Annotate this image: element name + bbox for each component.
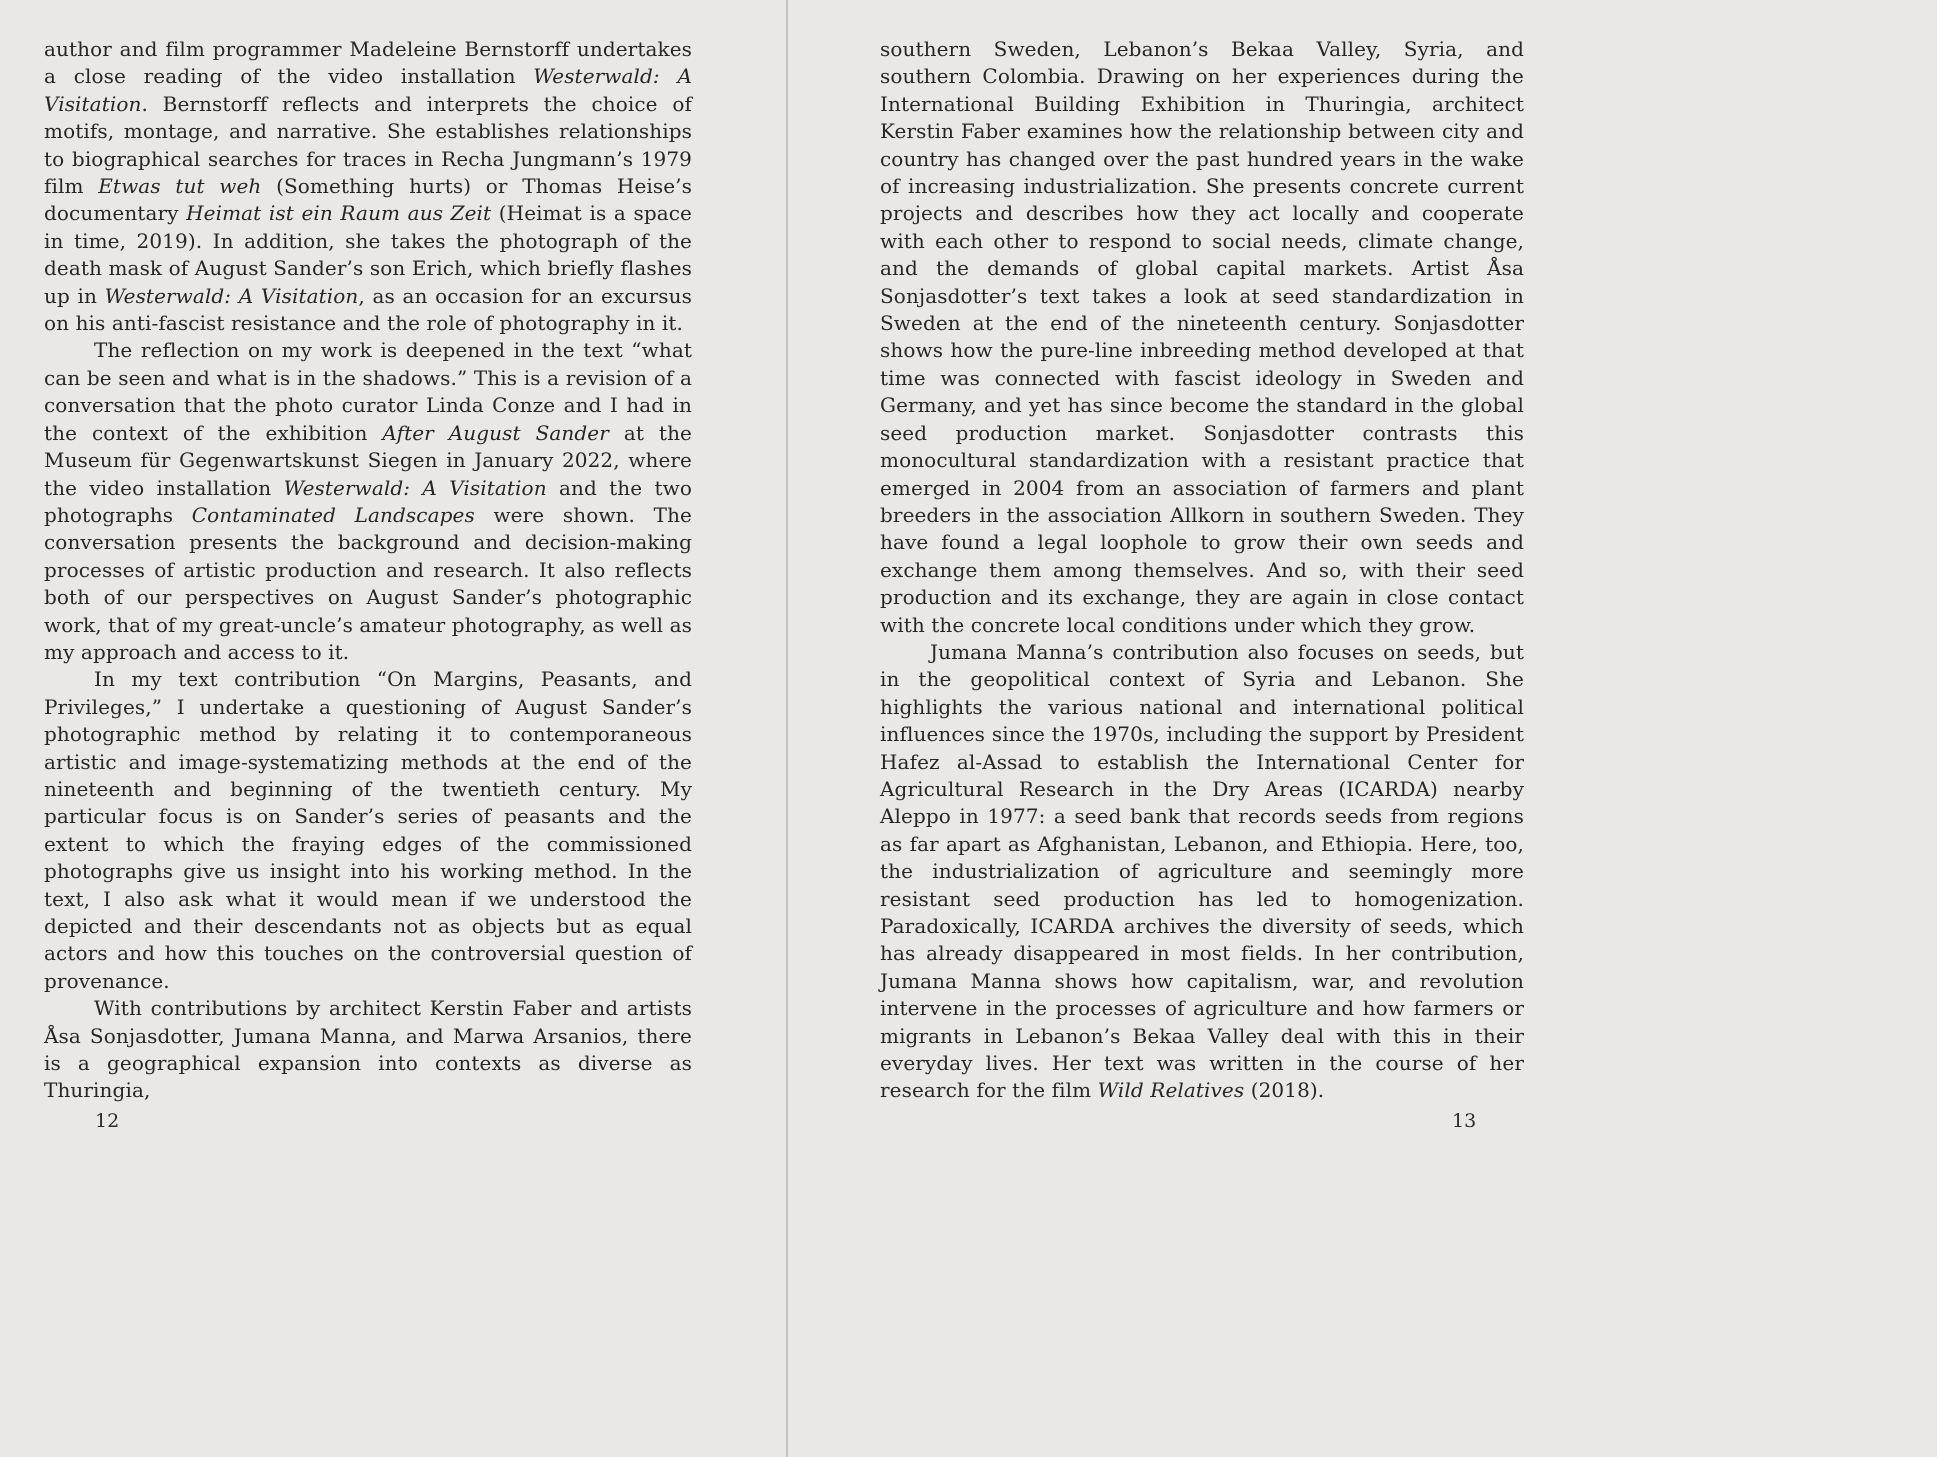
page-left-text [44,36,692,1105]
text-run: With contributions by architect Kerstin Faber and artists Åsa Sonjasdotter, Jumana Manna, and Marwa Arsanios, there is a geographical expansion into contexts as diverse as Thuringia, [44,996,692,1103]
text-run: , as an occasion for an excursus on his anti-fascist resistance and the role of photography in it. [44,283,692,336]
text-run: at the Museum für Gegenwartskunst Siegen in January 2022, where the video installation [44,420,692,500]
text-run: southern Sweden, Lebanon’s Bekaa Valley, Syria, and southern Colombia. Drawing on her experiences during the International Building Exhibition in Thuringia, architect Kerstin Faber examines how the relationship between city and country has changed over the past hundred years in the wake of increasing industrialization. She presents concrete current projects and describes how they act locally and cooperate with each other to respond to social needs, climate change, and the demands of global capital markets. Artist Åsa Sonjasdotter’s text takes a look at seed standardization in Sweden at the end of the nineteenth century. Sonjasdotter shows how the pure-line inbreeding method developed at that time was connected with fascist ideology in Sweden and Germany, and yet has since become the standard in the global seed production market. Sonjasdotter contrasts this monocultural standardization with a resistant practice that emerged in 2004 from an association of farmers and plant breeders in the association Allkorn in southern Sweden. They have found a legal loophole to grow their own seeds and exchange them among themselves. And so, with their seed production and its exchange, they are again in close contact with the concrete local conditions under which they grow. [880,37,1524,637]
italic-text-run: Westerwald: A Visitation [44,64,692,116]
page-right-text [880,36,1524,1105]
text-run: Jumana Manna’s contribution also focuses on seeds, but in the geopolitical context of Syria and Lebanon. She highlights the various national and international political influences since the 1970s, including the support by President Hafez al-Assad to establish the International Center for Agricultural Research in the Dry Areas (ICARDA) nearby Aleppo in 1977: a seed bank that records seeds from regions as far apart as Afghanistan, Lebanon, and Ethiopia. Here, too, the industrialization of agriculture and seemingly more resistant seed production has led to homogenization. Paradoxically, ICARDA archives the diversity of seeds, which has already disappeared in most fields. In her contribution, Jumana Manna shows how capitalism, war, and revolution intervene in the processes of agriculture and how farmers or migrants in Lebanon’s Bekaa Valley deal with this in their everyday lives. Her text was written in the course of her research for the film [880,639,1524,1103]
text-run: . Bernstorff reflects and interprets the choice of motifs, montage, and narrative. She establishes relationships to biographical searches for traces in Recha Jungmann’s 1979 film [44,91,692,199]
page-number-right: 13 [1452,1110,1477,1132]
italic-text-run: Westerwald: A Visitation [283,475,547,500]
italic-text-run: Westerwald: A Visitation [104,283,359,308]
page-number-left: 12 [95,1110,120,1132]
italic-text-run: After August Sander [382,420,609,445]
text-run: were shown. The conversation presents the background and decision-making processes of artistic production and research. It also reflects both of our perspectives on August Sander’s photographic work, that of my great-uncle’s amateur photography, as well as my approach and access to it. [44,502,692,664]
text-run: author and film programmer Madeleine Bernstorff undertakes a close reading of the video installation [44,37,692,89]
italic-text-run: Wild Relatives [1097,1078,1245,1103]
italic-text-run: Heimat ist ein Raum aus Zeit [186,201,492,226]
text-run: and the two photographs [44,475,692,527]
paragraph [44,337,692,666]
paragraph [880,36,1524,639]
italic-text-run: Contaminated Landscapes [191,502,475,527]
text-run: (2018). [1244,1078,1325,1103]
text-run: (Something hurts) or Thomas Heise’s documentary [44,174,692,226]
paragraph [44,666,692,995]
text-run: In my text contribution “On Margins, Peasants, and Privileges,” I undertake a questioning of August Sander’s photographic method by relating it to contemporaneous artistic and image-systematizing methods at the end of the nineteenth and beginning of the twentieth century. My particular focus is on Sander’s series of peasants and the extent to which the fraying edges of the commissioned photographs give us insight into his working method. In the text, I also ask what it would mean if we understood the depicted and their descendants not as objects but as equal actors and how this touches on the controversial question of provenance. [44,667,692,993]
paragraph [44,995,692,1105]
text-run: (Heimat is a space in time, 2019). In addition, she takes the photograph of the death mask of August Sander’s son Erich, which briefly flashes up in [44,201,692,308]
paragraph [880,639,1524,1105]
paragraph [44,36,692,337]
italic-text-run: Etwas tut weh [98,174,262,199]
text-run: The reflection on my work is deepened in the text “what can be seen and what is in the shadows.” This is a revision of a conversation that the photo curator Linda Conze and I had in the context of the exhibition [44,338,692,445]
page-divider [786,0,788,1457]
